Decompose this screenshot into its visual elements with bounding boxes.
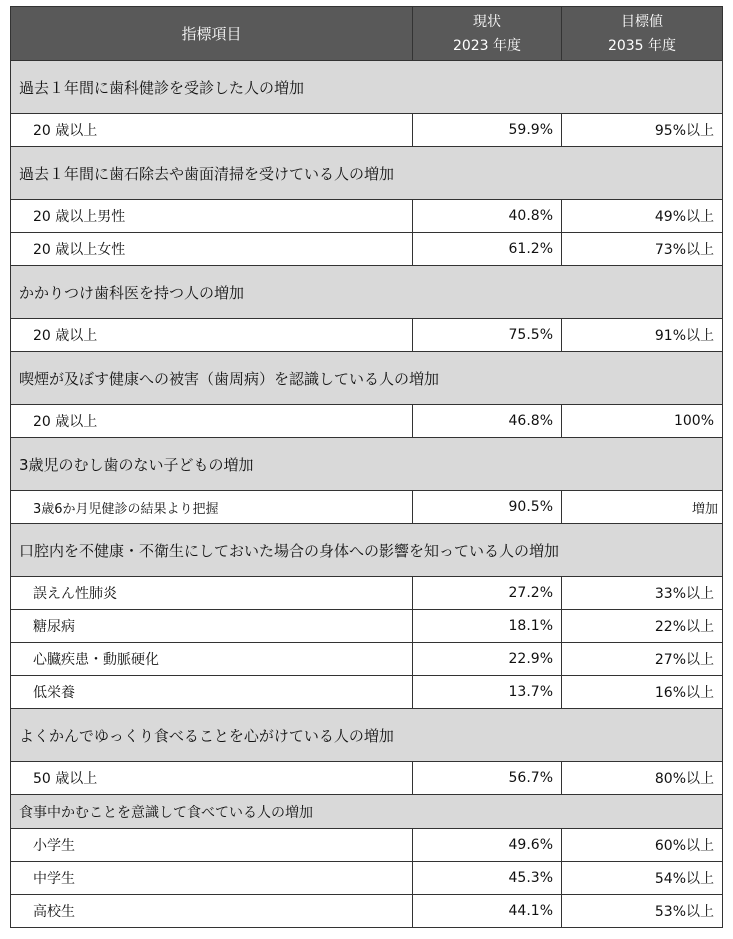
row-current: 44.1%: [413, 895, 562, 928]
row-target: 54%以上: [562, 862, 723, 895]
row-label: 20 歳以上: [11, 319, 413, 352]
section-title: 過去１年間に歯石除去や歯面清掃を受けている人の増加: [11, 147, 723, 200]
row-target: 16%以上: [562, 676, 723, 709]
header-current: [413, 7, 562, 61]
row-label: 小学生: [11, 829, 413, 862]
table-row: [11, 895, 723, 928]
row-label: 高校生: [11, 895, 413, 928]
row-target: 60%以上: [562, 829, 723, 862]
row-target: 95%以上: [562, 114, 723, 147]
row-label: 心臓疾患・動脈硬化: [11, 643, 413, 676]
row-label: 糖尿病: [11, 610, 413, 643]
row-current: 90.5%: [413, 491, 562, 524]
header-target-label: 目標値: [621, 13, 663, 30]
header-target: [562, 7, 723, 61]
table-row: [11, 319, 723, 352]
row-label: 20 歳以上女性: [11, 233, 413, 266]
row-label: 3歳6か月児健診の結果より把握: [11, 491, 413, 524]
row-current: 45.3%: [413, 862, 562, 895]
header-current-label: 現状: [473, 13, 501, 30]
row-label: 誤えん性肺炎: [11, 577, 413, 610]
row-target: 27%以上: [562, 643, 723, 676]
table-row: [11, 200, 723, 233]
header-target-year: 2035 年度: [607, 37, 677, 54]
row-label: 50 歳以上: [11, 762, 413, 795]
row-current: 75.5%: [413, 319, 562, 352]
table-row: [11, 829, 723, 862]
table-row: [11, 862, 723, 895]
row-current: 59.9%: [413, 114, 562, 147]
row-target: 53%以上: [562, 895, 723, 928]
row-current: 56.7%: [413, 762, 562, 795]
row-current: 27.2%: [413, 577, 562, 610]
row-current: 22.9%: [413, 643, 562, 676]
row-target: 49%以上: [562, 200, 723, 233]
row-current: 40.8%: [413, 200, 562, 233]
row-target: 22%以上: [562, 610, 723, 643]
table-row: [11, 610, 723, 643]
row-label: 20 歳以上: [11, 405, 413, 438]
row-current: 61.2%: [413, 233, 562, 266]
row-current: 49.6%: [413, 829, 562, 862]
row-current: 46.8%: [413, 405, 562, 438]
header-current-year: 2023 年度: [452, 37, 522, 54]
row-target: 80%以上: [562, 762, 723, 795]
row-target: 91%以上: [562, 319, 723, 352]
table-row: [11, 762, 723, 795]
row-label: 20 歳以上: [11, 114, 413, 147]
row-label: 20 歳以上男性: [11, 200, 413, 233]
section-title: 喫煙が及ぼす健康への被害（歯周病）を認識している人の増加: [11, 352, 723, 405]
table-row: [11, 676, 723, 709]
row-target: 100%: [562, 405, 723, 438]
table-row: [11, 491, 723, 524]
table-header-row: [11, 7, 723, 61]
row-target: 33%以上: [562, 577, 723, 610]
row-current: 13.7%: [413, 676, 562, 709]
row-target: 73%以上: [562, 233, 723, 266]
section-title: 食事中かむことを意識して食べている人の増加: [11, 795, 723, 829]
section-title: 3歳児のむし歯のない子どもの増加: [11, 438, 723, 491]
indicator-table: [10, 6, 723, 928]
row-label: 中学生: [11, 862, 413, 895]
section-title: かかりつけ歯科医を持つ人の増加: [11, 266, 723, 319]
row-current: 18.1%: [413, 610, 562, 643]
table-row: [11, 405, 723, 438]
header-indicator: 指標項目: [11, 7, 413, 61]
section-title: 口腔内を不健康・不衛生にしておいた場合の身体への影響を知っている人の増加: [11, 524, 723, 577]
table-row: [11, 114, 723, 147]
table-row: [11, 233, 723, 266]
section-title: 過去１年間に歯科健診を受診した人の増加: [11, 61, 723, 114]
row-label: 低栄養: [11, 676, 413, 709]
table-row: [11, 577, 723, 610]
table-row: [11, 643, 723, 676]
row-target: 増加: [562, 491, 723, 524]
section-title: よくかんでゆっくり食べることを心がけている人の増加: [11, 709, 723, 762]
